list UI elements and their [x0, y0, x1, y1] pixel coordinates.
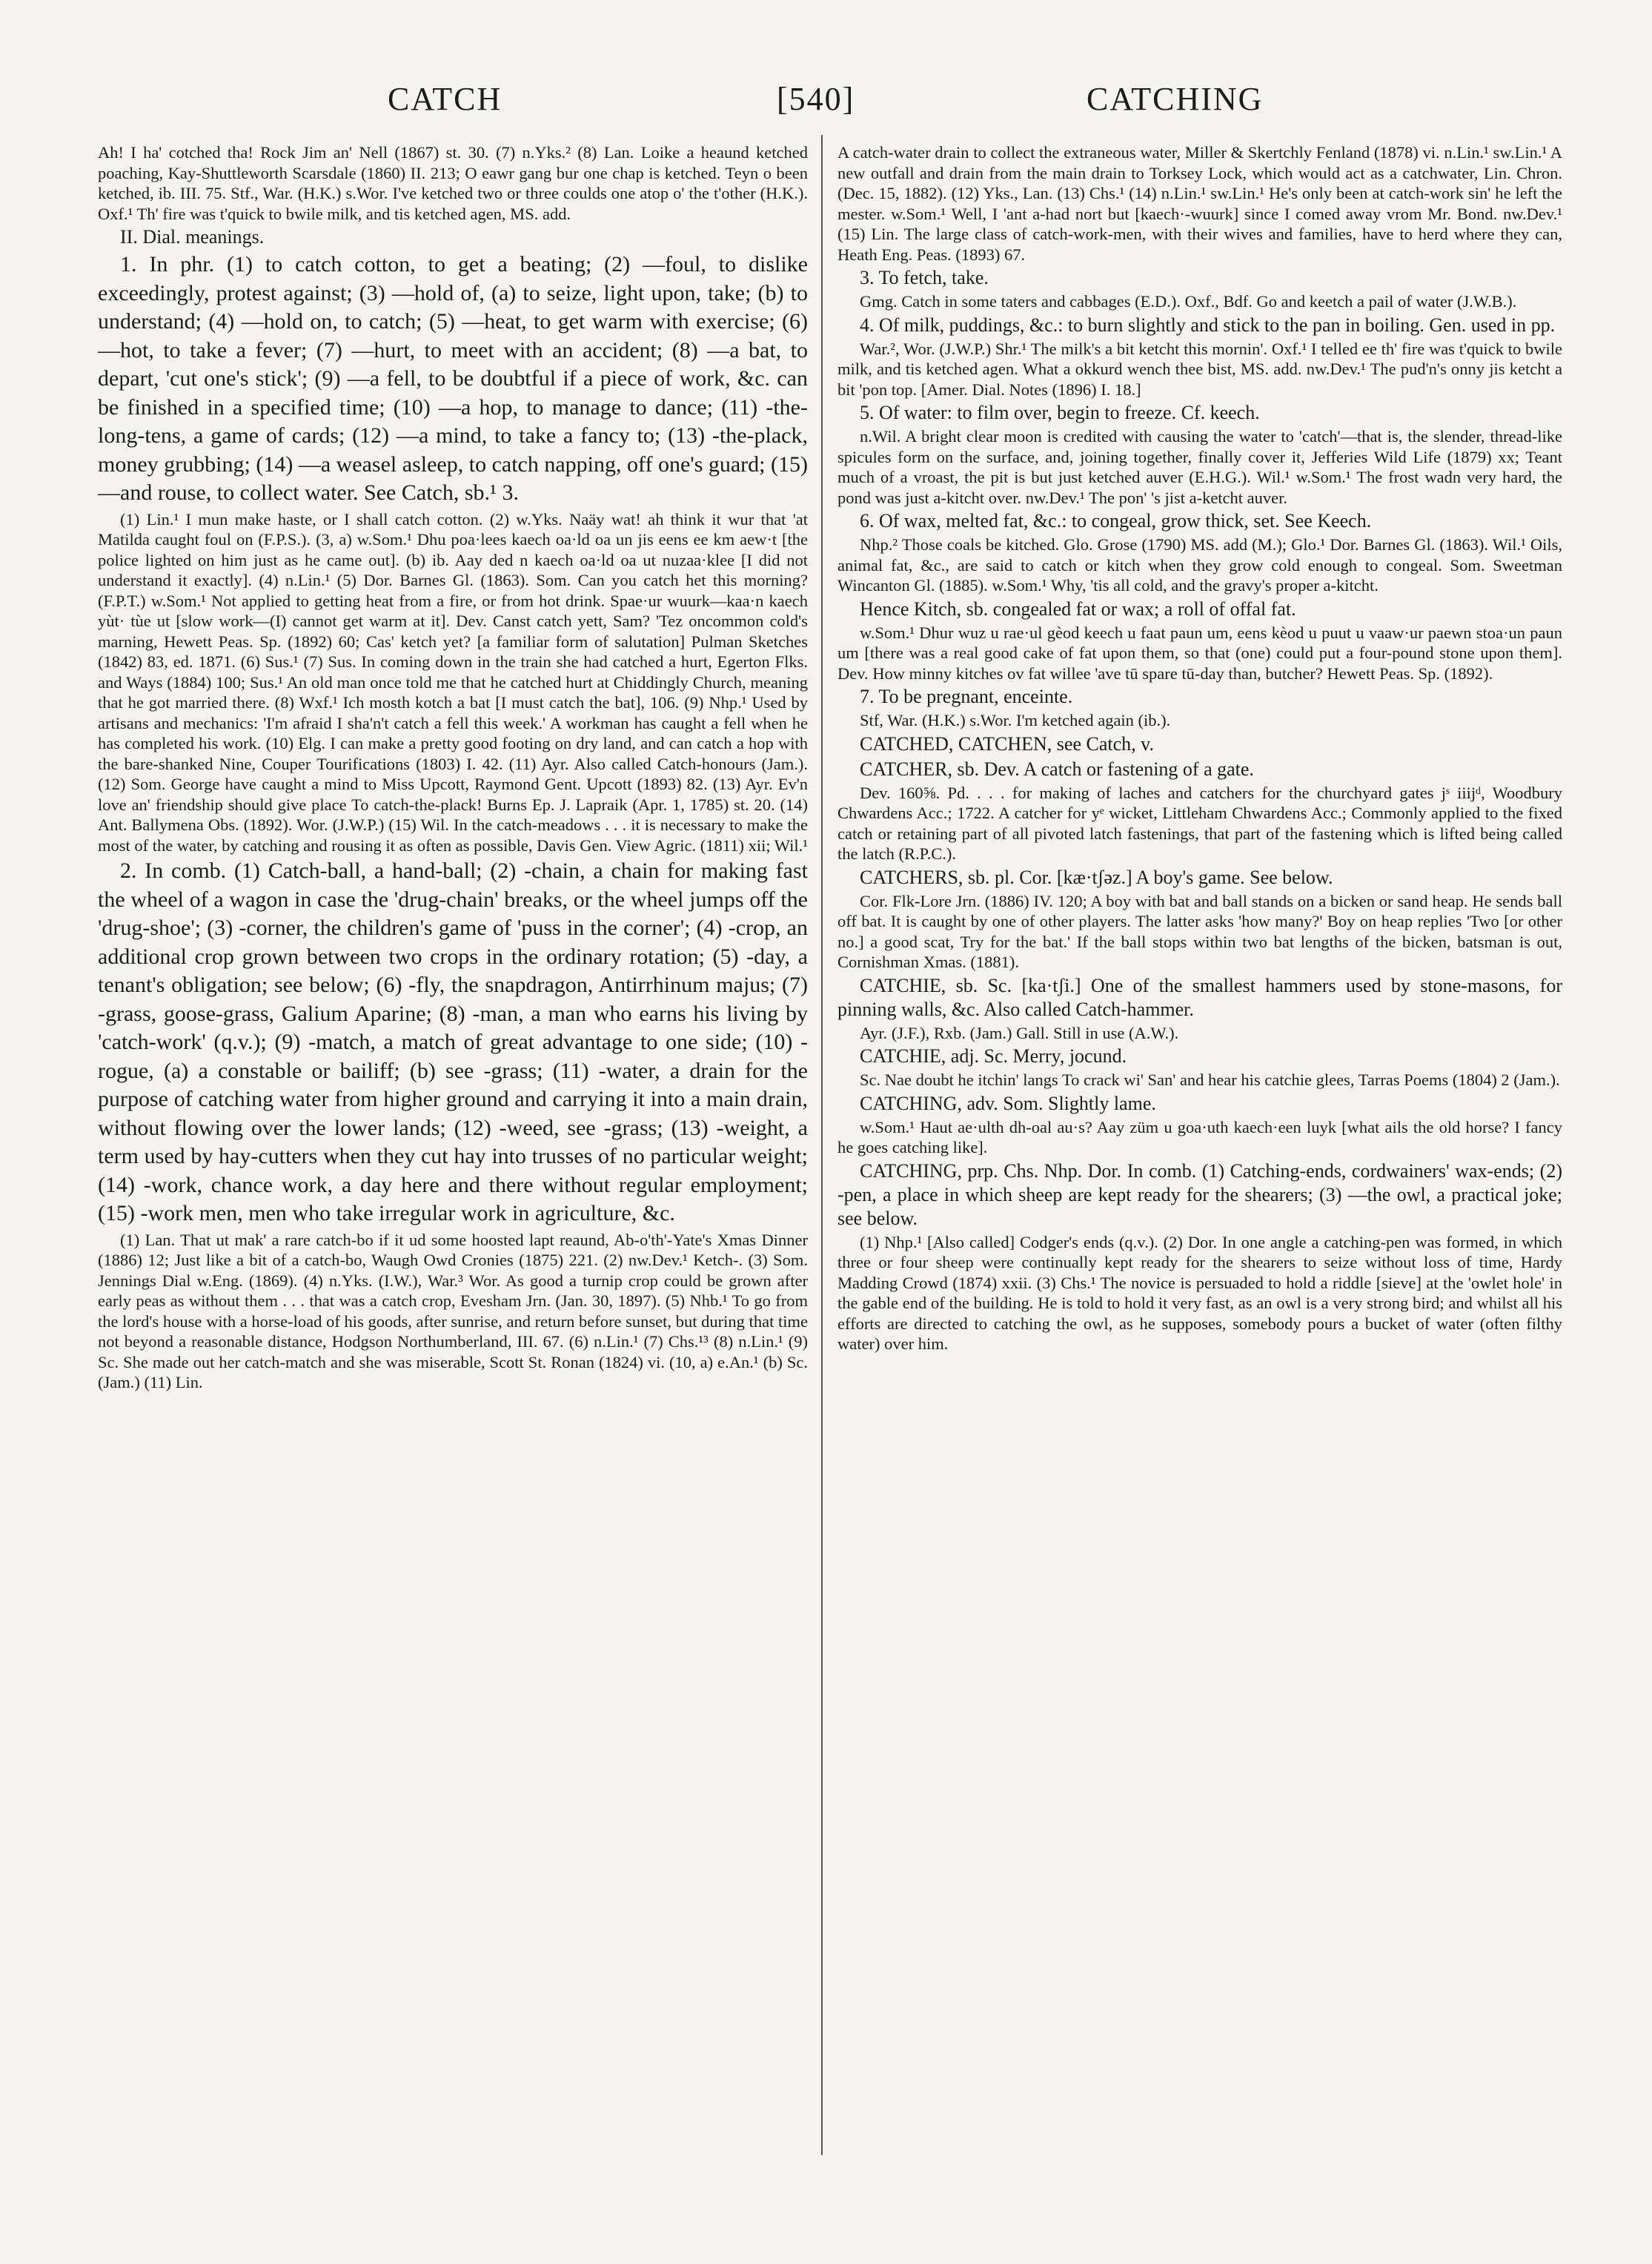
headword-entry: CATCHING, prp. Chs. Nhp. Dor. In comb. (1) Catching-ends, cordwainers' wax-ends; (2) -pen, a place in which sheep are kept ready for the shearers; (3) —the owl, a practical joke; see below. — [837, 1159, 1562, 1229]
headword-entry: CATCHERS, sb. pl. Cor. [kæ·tʃəz.] A boy's game. See below. — [860, 866, 1333, 888]
quotation-block: w.Som.¹ Dhur wuz u rae·ul gèod keech u faat paun um, eens kèod u puut u vaaw·ur paewn stoa·un paun um [there was a real good cake of fat upon them, so that (one) could put a four-pound stone upon them]. Dev. How minny kitches ov fat willee 'ave tū spare tū-day than, butcher? Hewett Peas. Sp. (1892). — [837, 623, 1562, 683]
headword-entry: CATCHIE, sb. Sc. [ka·tʃi.] One of the smallest hammers used by stone-masons, for pinning walls, &c. Also called Catch-hammer. — [837, 974, 1562, 1020]
left-column — [98, 142, 808, 2159]
quotation-block: n.Wil. A bright clear moon is credited with causing the water to 'catch'—that is, the slender, thread-like spicules form on the surface, and, joining together, finally cover it, Jefferies Wild Life (1879) xx; Teant much of a vroast, the pit is but just ketched auver (E.H.G.). Wil.¹ w.Som.¹ The frost wadn very hard, the pond was just a-kitcht over. nw.Dev.¹ The pon' 's jist a-ketcht auver. — [837, 427, 1562, 507]
sense-paragraph: 3. To fetch, take. — [860, 267, 989, 288]
page-header — [95, 73, 1303, 125]
quotation-block: (1) Lin.¹ I mun make haste, or I shall catch cotton. (2) w.Yks. Naäy wat! ah think it wur that 'at Matilda caught foul on (F.P.S.). (3, a) w.Som.¹ Dhu poa·lees kaech oa·ld oa un jis eens ee km aew·t [the police lighted on him just as he came out]. (b) ib. Aay ded n kaech oa·ld oa ut nuzaa·klee [I did not understand it exactly]. (4) n.Lin.¹ (5) Dor. Barnes Gl. (1863). Som. Can you catch het this morning? (F.P.T.) w.Som.¹ Not applied to getting heat from a fire, or from hot drink. Spae·ur wuurk—kaa·n kaech yùt· tùe ut [slow work—(I) cannot get warm at it]. Dev. Canst catch yett, Sam? 'Tez oncommon cold's marning, Hewett Peas. Sp. (1892) 60; Cas' ketch yet? [a familiar form of salutation] Pulman Sketches (1842) 83, ed. 1871. (6) Sus.¹ (7) Sus. In coming down in the train she had catched a hurt, Egerton Flks. and Ways (1884) 100; Sus.¹ An old man once told me that he catched hurt at Chiddingly Church, meaning that he got married there. (8) Wxf.¹ Ich mosth kotch a bat [I must catch the bat], 106. (9) Nhp.¹ Used by artisans and mechanics: 'I'm afraid I sha'n't catch a fell this week.' A workman has caught a fell when he has completed his work. (10) Elg. I can make a pretty good footing on dry land, and can catch a hop with the bare-shanked Nine, Couper Tourifications (1803) I. 42. (11) Ayr. Also called Catch-honours (Jam.). (12) Som. George have caught a mind to Miss Upcott, Raymond Gent. Upcott (1893) 82. (13) Ayr. Ev'n love an' friendship should give place To catch-the-plack! Burns Ep. J. Lapraik (Apr. 1, 1785) st. 20. (14) Ant. Ballymena Obs. (1892). Wor. (J.W.P.) (15) Wil. In the catch-meadows . . . it is necessary to make the most of the water, by catching and rousing it as often as possible, Davis Gen. View Agric. (1811) xii; Wil.¹ — [98, 509, 808, 855]
headword-entry: CATCHED, CATCHEN, see Catch, v. — [860, 732, 1154, 755]
quotation-block: Stf, War. (H.K.) s.Wor. I'm ketched again (ib.). — [860, 711, 1171, 729]
headword-entry: CATCHER, sb. Dev. A catch or fastening of a gate. — [860, 758, 1254, 780]
quotation-block: War.², Wor. (J.W.P.) Shr.¹ The milk's a bit ketcht this mornin'. Oxf.¹ I telled ee th' fire was t'quick to bwile milk, and tis ketched agen. What a okkurd wench thee bist, MS. add. nw.Dev.¹ The pud'n's onny jis ketcht a bit 'pon top. [Amer. Dial. Notes (1896) I. 18.] — [837, 339, 1562, 399]
sense-paragraph: 7. To be pregnant, enceinte. — [860, 686, 1073, 707]
quotation-block: (1) Lan. That ut mak' a rare catch-bo if it ud some hoosted lapt reaund, Ab-o'th'-Yate's Xmas Dinner (1886) 12; Just like a bit of a catch-bo, Waugh Owd Cronies (1875) 221. (2) nw.Dev.¹ Ketch-. (3) Som. Jennings Dial w.Eng. (1869). (4) n.Yks. (I.W.), War.³ Wor. As good a turnip crop could be grown after early peas as without them . . . that was a catch crop, Evesham Jrn. (Jan. 30, 1897). (5) Nhb.¹ To go from the lord's house with a horse-load of his goods, after sunrise, and return before sunset, but during that time not beyond a reasonable distance, Hodgson Northumberland, III. 67. (6) n.Lin.¹ (7) Chs.¹³ (8) n.Lin.¹ (9) Sc. She made out her catch-match and she was miserable, Scott St. Ronan (1824) vi. (10, a) e.An.¹ (b) Sc. (Jam.) (11) Lin. — [98, 1230, 808, 1391]
header-left-headword: CATCH — [388, 81, 502, 117]
quotation-block: (1) Nhp.¹ [Also called] Codger's ends (q.v.). (2) Dor. In one angle a catching-pen was formed, in which three or four sheep were continually kept ready for the shearers to seize without loss of time, Hardy Madding Crowd (1874) xxii. (3) Chs.¹ The novice is persuaded to hold a riddle [sieve] at the 'owlet hole' in the gable end of the building. He is told to hold it very fast, as an owl is a very strong bird; and whilst all his efforts are directed to catching the owl, as he supposes, somebody pours a bucket of water (often filthy water) over him. — [837, 1232, 1562, 1353]
quotation-block: A catch-water drain to collect the extraneous water, Miller & Skertchly Fenland (1878) vi. n.Lin.¹ sw.Lin.¹ A new outfall and drain from the main drain to Torksey Lock, which would act as a catchwater, Lin. Chron. (Dec. 15, 1882). (12) Yks., Lan. (13) Chs.¹ (14) n.Lin.¹ sw.Lin.¹ He's only been at catch-work sin' he left the mester. w.Som.¹ Well, I 'ant a-had nort but [kaech·-wuurk] since I comed away vrom Mr. Bond. nw.Dev.¹ (15) Lin. The large class of catch-work-men, with their wives and families, have to herd where they can, Heath Eng. Peas. (1893) 67. — [837, 143, 1562, 264]
sense-paragraph: 2. In comb. (1) Catch-ball, a hand-ball; (2) -chain, a chain for making fast the wheel of a wagon in case the 'drug-chain' breaks, or the wheel jumps off the 'drug-shoe'; (3) -corner, the children's game of 'puss in the corner'; (4) -crop, an additional crop grown between two crops in the ordinary rotation; (5) -day, a tenant's obligation; see below; (6) -fly, the snapdragon, Antirrhinum majus; (7) -grass, goose-grass, Galium Aparine; (8) -man, a man who earns his living by 'catch-work' (q.v.); (9) -match, a match of great advantage to one side; (10) -rogue, (a) a constable or bailiff; (b) see -grass; (11) -water, a drain for the purpose of catching water from higher ground and carrying it into a main drain, without flowing over the lower lands; (12) -weed, see -grass; (13) -weight, a term used by hay-cutters when they cut hay into trusses of no particular weight; (14) -work, chance work, a day here and there without regular employment; (15) -work men, men who take irregular work in agriculture, &c. — [98, 858, 808, 1225]
right-column — [837, 142, 1562, 2159]
sense-paragraph: 5. Of water: to film over, begin to freeze. Cf. keech. — [860, 402, 1260, 423]
quotation-block: w.Som.¹ Haut ae·ulth dh-oal au·s? Aay züm u goa·uth kaech·een luyk [what ails the old horse? I fancy he goes catching like]. — [837, 1117, 1562, 1156]
section-heading: II. Dial. meanings. — [120, 226, 265, 248]
entry-block: Ah! I ha' cotched tha! Rock Jim an' Nell (1867) st. 30. (7) n.Yks.² (8) Lan. Loike a heaund ketched poaching, Kay-Shuttleworth Scarsdale (1860) II. 213; O eawr gang bur one chap is ketched. Teyn o been ketched, ib. III. 75. Stf., War. (H.K.) s.Wor. I've ketched two or three coulds one atop o' the t'other (H.K.). Oxf.¹ Th' fire was t'quick to bwile milk, and tis ketched agen, MS. add. — [98, 143, 808, 223]
quotation-block: Gmg. Catch in some taters and cabbages (E.D.). Oxf., Bdf. Go and keetch a pail of water (J.W.B.). — [860, 292, 1517, 311]
sense-paragraph: 6. Of wax, melted fat, &c.: to congeal, grow thick, set. See Keech. — [860, 510, 1372, 532]
header-right-headword: CATCHING — [1087, 81, 1264, 117]
column-divider — [821, 135, 823, 2155]
page-number: [540] — [777, 81, 855, 117]
sense-paragraph: 4. Of milk, puddings, &c.: to burn slightly and stick to the pan in boiling. Gen. used in pp. — [860, 314, 1556, 336]
derivative-paragraph: Hence Kitch, sb. congealed fat or wax; a roll of offal fat. — [860, 598, 1296, 620]
quotation-block: Ayr. (J.F.), Rxb. (Jam.) Gall. Still in use (A.W.). — [860, 1023, 1179, 1042]
headword-entry: CATCHING, adv. Som. Slightly lame. — [860, 1092, 1156, 1114]
quotation-block: Dev. 160⅝. Pd. . . . for making of laches and catchers for the churchyard gates jˢ iiijᵈ, Woodbury Chwardens Acc.; 1722. A catcher for yᵉ wicket, Littleham Chwardens Acc.; Commonly applied to the fixed catch or retaining part of all pivoted latch fastenings, that part of the fastening which is lifted being called the latch (R.P.C.). — [837, 783, 1562, 863]
sense-paragraph: 1. In phr. (1) to catch cotton, to get a beating; (2) —foul, to dislike exceedingly, protest against; (3) —hold of, (a) to seize, light upon, take; (b) to understand; (4) —hold on, to catch; (5) —heat, to get warm with exercise; (6) —hot, to take a fever; (7) —hurt, to meet with an accident; (8) —a bat, to depart, 'cut one's stick'; (9) —a fell, to be doubtful if a piece of work, &c. can be finished in a specified time; (10) —a hop, to manage to dance; (11) -the-long-tens, a game of cards; (12) —a mind, to take a fancy to; (13) -the-plack, money grubbing; (14) —a weasel asleep, to catch napping, off one's guard; (15) —and rouse, to collect water. See Catch, sb.¹ 3. — [98, 252, 808, 505]
headword-entry: CATCHIE, adj. Sc. Merry, jocund. — [860, 1045, 1127, 1067]
quotation-block: Sc. Nae doubt he itchin' langs To crack wi' San' and hear his catchie glees, Tarras Poems (1804) 2 (Jam.). — [860, 1070, 1560, 1089]
quotation-block: Cor. Flk-Lore Jrn. (1886) IV. 120; A boy with bat and ball stands on a bicken or sand heap. He sends ball off bat. It is caught by one of other players. The latter asks 'how many?' Boy on heap replies 'Two [or other no.] a good scat, Try for the bat.' If the ball stops within two bat lengths of the bicken, batsman is out, Cornishman Xmas. (1881). — [837, 891, 1562, 971]
quotation-block: Nhp.² Those coals be kitched. Glo. Grose (1790) MS. add (M.); Glo.¹ Dor. Barnes Gl. (1863). Wil.¹ Oils, animal fat, &c., are said to catch or kitch when they grow cold enough to congeal. Som. Sweetman Wincanton Gl. (1885). w.Som.¹ Why, 'tis all cold, and the gravy's proper a-kitcht. — [837, 535, 1562, 595]
